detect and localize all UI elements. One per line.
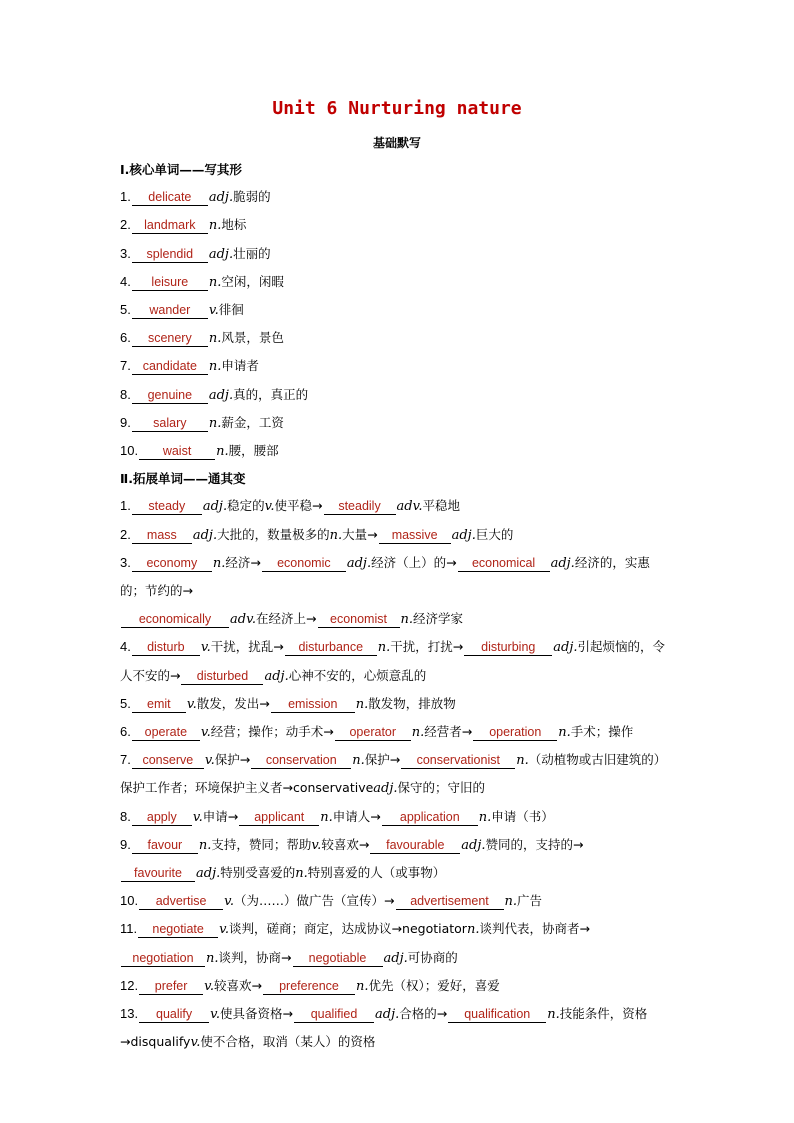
answer-blank[interactable]: operation — [473, 725, 557, 741]
definition: 申请者 — [221, 358, 259, 374]
item-number: 4. — [120, 273, 131, 289]
part-of-speech: adj. — [553, 640, 578, 656]
part-of-speech: n. — [411, 725, 425, 741]
exercise-item — [120, 690, 672, 718]
answer-blank[interactable]: candidate — [132, 359, 208, 375]
definition: 技能条件，资格→disqualify — [120, 1006, 648, 1050]
definition: 较喜欢→ — [321, 836, 370, 852]
definition: 干扰，打扰→ — [390, 639, 464, 655]
item-number: 2. — [120, 217, 131, 233]
part-of-speech: v. — [208, 303, 219, 319]
part-of-speech: v. — [311, 837, 322, 853]
exercise-item — [120, 521, 672, 549]
definition: 赞同的，支持的→ — [485, 836, 584, 852]
part-of-speech: v. — [219, 922, 230, 938]
answer-blank[interactable]: disturbed — [181, 669, 263, 685]
page-title: Unit 6 Nurturing nature — [272, 98, 522, 119]
item-number: 3. — [120, 245, 131, 261]
part-of-speech: n. — [208, 218, 222, 234]
definition: 引起烦恼的，令人不安的→ — [120, 639, 666, 683]
item-number: 1. — [120, 498, 131, 514]
part-of-speech: n. — [295, 866, 308, 882]
answer-blank[interactable]: favourite — [121, 866, 195, 882]
part-of-speech: adj. — [196, 866, 221, 882]
definition: 经营；操作；动手术→ — [210, 724, 334, 740]
core-word-item — [120, 324, 672, 352]
item-number: 10. — [120, 443, 139, 459]
answer-blank[interactable]: application — [382, 810, 478, 826]
answer-blank[interactable]: waist — [139, 444, 215, 460]
part-of-speech: n. — [208, 359, 222, 375]
part-of-speech: adj. — [550, 555, 575, 571]
definition: 谈判，协商→ — [218, 949, 292, 965]
part-of-speech: n. — [356, 978, 369, 994]
part-of-speech: adj. — [192, 527, 218, 543]
item-number: 11. — [120, 921, 138, 937]
part-of-speech: n. — [208, 415, 222, 431]
answer-blank[interactable]: disturbing — [464, 640, 552, 656]
part-of-speech: n. — [478, 809, 492, 825]
definition: （动植物或古旧建筑的）保护工作者；环境保护主义者→conservative — [120, 752, 667, 796]
part-of-speech: adj. — [208, 190, 234, 206]
item-number: 12. — [120, 977, 139, 993]
definition: 合格的→ — [399, 1006, 448, 1022]
item-number: 7. — [120, 358, 131, 374]
part-of-speech: n. — [206, 950, 219, 966]
part-of-speech: n. — [212, 555, 226, 571]
answer-blank[interactable]: economical — [458, 556, 550, 572]
part-of-speech: v. — [264, 499, 275, 515]
answer-blank[interactable]: scenery — [132, 331, 208, 347]
item-number: 8. — [120, 386, 131, 402]
answer-blank[interactable]: steady — [132, 499, 202, 515]
core-word-item — [120, 211, 672, 239]
answer-blank[interactable]: negotiation — [121, 951, 205, 967]
exercise-item — [120, 746, 672, 802]
definition: 巨大的 — [475, 526, 514, 542]
part-of-speech: v. — [190, 1035, 201, 1051]
answer-blank[interactable]: disturb — [132, 640, 200, 656]
definition: 使具备资格→ — [220, 1006, 293, 1022]
part-of-speech: n. — [504, 894, 518, 910]
answer-blank[interactable]: economy — [132, 556, 212, 572]
definition: 可协商的 — [407, 949, 458, 965]
definition: 手术；操作 — [570, 724, 634, 740]
exercise-item — [120, 633, 672, 689]
exercise-item — [120, 831, 672, 887]
core-word-item — [120, 240, 672, 268]
definition: 申请人→ — [332, 808, 381, 824]
part-of-speech: adj. — [373, 781, 398, 797]
part-of-speech: adj. — [461, 837, 486, 853]
answer-blank[interactable]: salary — [132, 416, 208, 432]
definition: 申请→ — [202, 808, 239, 824]
answer-blank[interactable]: applicant — [239, 810, 319, 826]
answer-blank[interactable]: conservationist — [401, 753, 515, 769]
definition: 特别受喜爱的 — [220, 865, 296, 881]
part-of-speech: n. — [547, 1007, 560, 1023]
exercise-item — [120, 887, 672, 915]
part-of-speech: n. — [558, 725, 571, 741]
answer-blank[interactable]: wander — [132, 303, 208, 319]
definition: 申请（书） — [491, 808, 554, 824]
exercise-item — [120, 492, 672, 520]
part-of-speech: n. — [329, 527, 343, 543]
item-number: 5. — [120, 695, 131, 711]
part-of-speech: adv. — [230, 612, 257, 628]
item-number: 4. — [120, 639, 131, 655]
answer-blank[interactable]: emit — [132, 697, 186, 713]
core-word-list — [120, 183, 672, 465]
definition: 散发，发出→ — [196, 695, 270, 711]
definition: 较喜欢→ — [214, 977, 262, 993]
part-of-speech: adj. — [202, 499, 228, 515]
answer-blank[interactable]: qualified — [294, 1007, 374, 1023]
answer-blank[interactable]: genuine — [132, 388, 208, 404]
definition: 使不合格，取消（某人）的资格 — [200, 1034, 376, 1050]
part-of-speech: adj. — [208, 387, 234, 403]
answer-blank[interactable]: operate — [132, 725, 200, 741]
part-of-speech: v. — [200, 725, 211, 741]
answer-blank[interactable]: advertisement — [396, 894, 504, 910]
definition: 徘徊 — [218, 302, 244, 318]
part-of-speech: n. — [400, 612, 414, 628]
core-word-item — [120, 381, 672, 409]
answer-blank[interactable]: splendid — [132, 247, 208, 263]
definition: 脆弱的 — [233, 189, 271, 205]
part-of-speech: n. — [355, 696, 369, 712]
answer-blank[interactable]: qualification — [448, 1007, 546, 1023]
item-number: 10. — [120, 893, 139, 909]
definition: 壮丽的 — [233, 245, 271, 261]
exercise-item — [120, 549, 672, 634]
answer-blank[interactable]: advertise — [139, 894, 223, 910]
part-of-speech: n. — [208, 274, 222, 290]
part-of-speech: v. — [224, 894, 235, 910]
exercise-item — [120, 915, 672, 971]
item-number: 6. — [120, 330, 131, 346]
definition: 经济（上）的→ — [371, 554, 457, 570]
item-number: 8. — [120, 808, 131, 824]
part-of-speech: v. — [204, 978, 215, 994]
definition: 保护→ — [214, 752, 251, 768]
core-word-item — [120, 352, 672, 380]
item-number: 13. — [120, 1006, 139, 1022]
definition: 腰，腰部 — [228, 443, 279, 459]
answer-blank[interactable]: economically — [121, 612, 229, 628]
definition: 空闲，闲暇 — [221, 273, 284, 289]
answer-blank[interactable]: emission — [271, 697, 355, 713]
definition: 支持，赞同；帮助 — [211, 836, 312, 852]
definition: 大批的，数量极多的 — [217, 526, 330, 542]
core-word-item — [120, 268, 672, 296]
definition: 经济→ — [225, 554, 261, 570]
answer-blank[interactable]: favourable — [370, 838, 460, 854]
definition: 散发物，排放物 — [368, 695, 456, 711]
definition: 地标 — [221, 217, 247, 233]
section-heading-core-words: Ⅰ.核心单词——写其形 — [120, 162, 242, 177]
definition: 保守的；守旧的 — [397, 780, 486, 796]
part-of-speech: adj. — [451, 527, 476, 543]
answer-blank[interactable]: operator — [335, 725, 411, 741]
answer-blank[interactable]: economic — [262, 556, 346, 572]
part-of-speech: n. — [198, 837, 212, 853]
definition: 谈判代表，协商者→ — [479, 921, 590, 937]
part-of-speech: adv. — [396, 499, 423, 515]
item-number: 9. — [120, 836, 131, 852]
page-subtitle: 基础默写 — [372, 136, 421, 150]
item-number: 1. — [120, 189, 131, 205]
item-number: 6. — [120, 724, 131, 740]
part-of-speech: adj. — [346, 555, 372, 571]
part-of-speech: n. — [516, 753, 529, 769]
item-number: 5. — [120, 302, 131, 318]
part-of-speech: v. — [186, 696, 197, 712]
answer-blank[interactable]: preference — [263, 979, 355, 995]
part-of-speech: n. — [216, 444, 229, 460]
part-of-speech: v. — [210, 1007, 221, 1023]
exercise-item — [120, 972, 672, 1000]
definition: 经济的，实惠的；节约的→ — [120, 554, 650, 599]
definition: 心神不安的，心烦意乱的 — [288, 667, 427, 683]
part-of-speech: adj. — [383, 950, 408, 966]
item-number: 2. — [120, 526, 131, 542]
part-of-speech: n. — [352, 753, 365, 769]
item-number: 7. — [120, 752, 131, 768]
definition: 在经济上→ — [256, 611, 317, 627]
part-of-speech: adj. — [264, 668, 289, 684]
exercise-item — [120, 718, 672, 746]
definition: 大量→ — [342, 526, 378, 542]
answer-blank[interactable]: massive — [379, 528, 451, 544]
definition: 风景，景色 — [221, 330, 284, 346]
core-word-item — [120, 183, 672, 211]
definition: 干扰，扰乱→ — [210, 639, 284, 655]
definition: 优先（权）；爱好，喜爱 — [368, 977, 500, 993]
section-heading-extended-words: Ⅱ.拓展单词——通其变 — [120, 471, 246, 487]
definition: 薪金，工资 — [221, 414, 284, 430]
definition: 平稳地 — [422, 498, 461, 514]
answer-blank[interactable]: conservation — [251, 753, 351, 769]
answer-blank[interactable]: steadily — [324, 499, 396, 515]
definition: 谈判，磋商；商定，达成协议→negotiator — [229, 921, 467, 937]
part-of-speech: n. — [377, 640, 391, 656]
definition: 使平稳→ — [274, 498, 323, 514]
answer-blank[interactable]: mass — [132, 528, 192, 544]
answer-blank[interactable]: conserve — [132, 753, 204, 769]
definition: 稳定的 — [227, 498, 265, 514]
worksheet-content — [120, 156, 672, 1057]
core-word-item — [120, 437, 672, 465]
answer-blank[interactable]: delicate — [132, 190, 208, 206]
item-number: 9. — [120, 414, 131, 430]
part-of-speech: v. — [204, 753, 215, 769]
answer-blank[interactable]: prefer — [139, 979, 203, 995]
definition: 广告 — [517, 893, 543, 909]
part-of-speech: n. — [466, 922, 480, 938]
item-number: 3. — [120, 554, 131, 570]
definition: 经济学家 — [413, 611, 464, 627]
definition: 保护→ — [364, 752, 401, 768]
answer-blank[interactable]: economist — [318, 612, 400, 628]
definition: 特别喜爱的人（或事物） — [307, 865, 446, 881]
part-of-speech: n. — [320, 809, 333, 825]
core-word-item — [120, 409, 672, 437]
answer-blank[interactable]: leisure — [132, 275, 208, 291]
exercise-item — [120, 803, 672, 831]
answer-blank[interactable]: qualify — [139, 1007, 209, 1023]
answer-blank[interactable]: negotiate — [138, 922, 218, 938]
core-word-item — [120, 296, 672, 324]
answer-blank[interactable]: apply — [132, 810, 192, 826]
part-of-speech: v. — [200, 640, 211, 656]
definition: （为……）做广告（宣传）→ — [234, 893, 395, 909]
part-of-speech: adj. — [208, 246, 234, 262]
definition: 经营者→ — [424, 724, 473, 740]
answer-blank[interactable]: favour — [132, 838, 198, 854]
definition: 真的，真正的 — [233, 386, 309, 402]
part-of-speech: v. — [192, 809, 203, 825]
part-of-speech: adj. — [375, 1007, 400, 1023]
part-of-speech: n. — [208, 331, 222, 347]
answer-blank[interactable]: landmark — [132, 218, 208, 234]
answer-blank[interactable]: negotiable — [293, 951, 383, 967]
exercise-item — [120, 1000, 672, 1056]
answer-blank[interactable]: disturbance — [285, 640, 377, 656]
